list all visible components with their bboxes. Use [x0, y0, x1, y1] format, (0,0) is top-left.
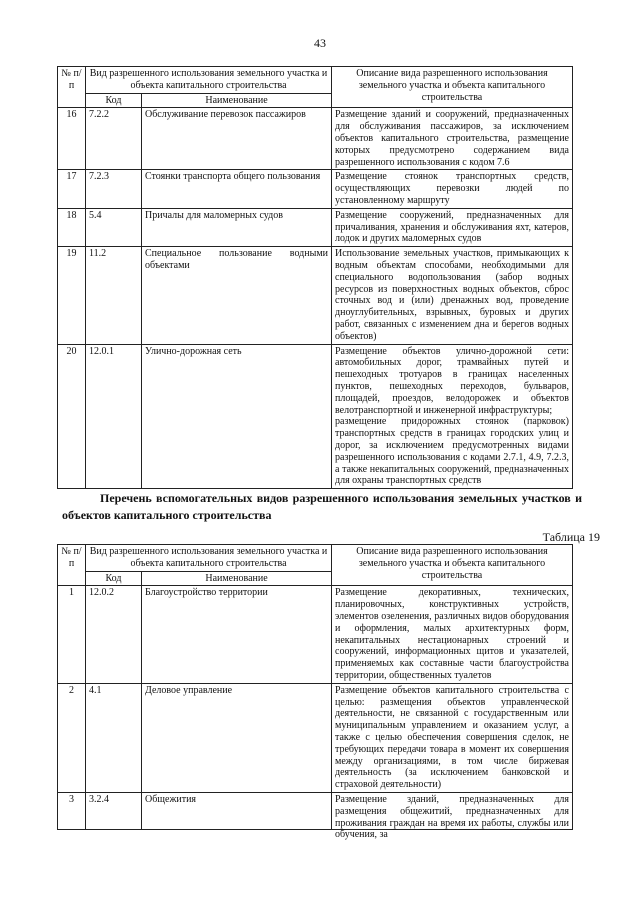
table-row — [58, 170, 573, 208]
row-number: 20 — [58, 344, 86, 489]
row-name: Специальное пользование водными объектами — [142, 247, 332, 344]
row-code: 3.2.4 — [86, 792, 142, 829]
column-header-number: № п/п — [58, 67, 86, 108]
row-code: 7.2.3 — [86, 170, 142, 208]
column-header-code: Код — [86, 93, 142, 108]
row-code: 7.2.2 — [86, 108, 142, 170]
row-description — [332, 344, 573, 489]
description-text-cut: Размещение зданий, предназначенных для размещения общежитий, предназначенных для проживания граждан на время их работы, службы или обучения, за — [335, 793, 569, 841]
row-code: 4.1 — [86, 683, 142, 792]
row-number: 2 — [58, 683, 86, 792]
row-name: Общежития — [142, 792, 332, 829]
row-name: Причалы для маломерных судов — [142, 208, 332, 246]
row-number: 1 — [58, 586, 86, 683]
row-number: 16 — [58, 108, 86, 170]
column-header-use-type: Вид разрешенного использования земельного участка и объекта капитального строительства — [86, 67, 332, 94]
row-code: 12.0.2 — [86, 586, 142, 683]
table-row — [58, 683, 573, 792]
description-paragraph: Размещение объектов улично-дорожной сети: автомобильных дорог, трамвайных путей и пешеходных тротуаров в границах населенных пунктов, пешеходных переходов, бульваров, площадей, проездов, велодорожек и объектов велотранспортной и инженерной инфраструктуры; — [335, 345, 569, 416]
row-description — [332, 792, 573, 841]
row-name: Деловое управление — [142, 683, 332, 792]
column-header-description: Описание вида разрешенного использования земельного участка и объекта капитального строительства — [332, 545, 573, 586]
row-name: Улично-дорожная сеть — [142, 344, 332, 489]
table-row — [58, 108, 573, 170]
table-caption: Таблица 19 — [542, 530, 600, 544]
section-heading — [62, 490, 582, 524]
column-header-number: № п/п — [58, 545, 86, 586]
row-number: 18 — [58, 208, 86, 246]
column-header-name: Наименование — [142, 93, 332, 108]
table-row — [58, 792, 573, 829]
row-name: Обслуживание перевозок пассажиров — [142, 108, 332, 170]
page-number: 43 — [314, 36, 326, 50]
table-row — [58, 247, 573, 344]
row-description: Размещение стоянок транспортных средств, осуществляющих перевозки людей по установленному маршруту — [332, 170, 573, 208]
column-header-name: Наименование — [142, 571, 332, 586]
section-heading-text: Перечень вспомогательных видов разрешенного использования земельных участков и объектов капитального строительства — [62, 491, 582, 522]
row-number: 19 — [58, 247, 86, 344]
row-number: 3 — [58, 792, 86, 829]
table-row — [58, 344, 573, 489]
column-header-code: Код — [86, 571, 142, 586]
table-19 — [57, 544, 573, 841]
column-header-use-type: Вид разрешенного использования земельного участка и объекта капитального строительства — [86, 545, 332, 572]
description-paragraph: размещение придорожных стоянок (парковок) транспортных средств в границах городских улиц и дорог, за исключением предусмотренных видами разрешенного использования с кодами 2.7.1, 4.9, 7.2.3, а также некапитальных сооружений, предназначенных для охраны транспортных средств — [335, 416, 569, 487]
row-description: Размещение декоративных, технических, планировочных, конструктивных устройств, элементов озеленения, различных видов оборудования и оформления, малых архитектурных форм, некапитальных нестационарных строений и сооружений, информационных щитов и указателей, применяемых как составные части благоустройства территории, общественных туалетов — [332, 586, 573, 683]
row-description: Размещение объектов капитального строительства с целью: размещения объектов управленческой деятельности, не связанной с государственным или муниципальным управлением и оказанием услуг, а также с целью обеспечения совершения сделок, не требующих передачи товара в момент их совершения между организациями, в том числе биржевая деятельность (за исключением банковской и страховой деятельности) — [332, 683, 573, 792]
table-18-continued — [57, 66, 573, 489]
row-description: Размещение сооружений, предназначенных для причаливания, хранения и обслуживания яхт, катеров, лодок и других маломерных судов — [332, 208, 573, 246]
row-name: Стоянки транспорта общего пользования — [142, 170, 332, 208]
row-code: 5.4 — [86, 208, 142, 246]
row-code: 12.0.1 — [86, 344, 142, 489]
row-description: Использование земельных участков, примыкающих к водным объектам способами, необходимыми для специального водопользования (забор водных ресурсов из поверхностных водных объектов, сброс сточных вод и (или) дренажных вод, проведение дноуглубительных, взрывных, буровых и других работ, связанных с изменением дна и берегов водных объектов) — [332, 247, 573, 344]
table-row — [58, 586, 573, 683]
row-description: Размещение зданий и сооружений, предназначенных для обслуживания пассажиров, за исключением объектов капитального строительства, размещение которых предусмотрено содержанием вида разрешенного использования с кодом 7.6 — [332, 108, 573, 170]
row-code: 11.2 — [86, 247, 142, 344]
row-name: Благоустройство территории — [142, 586, 332, 683]
row-number: 17 — [58, 170, 86, 208]
table-row — [58, 208, 573, 246]
column-header-description: Описание вида разрешенного использования земельного участка и объекта капитального строительства — [332, 67, 573, 108]
